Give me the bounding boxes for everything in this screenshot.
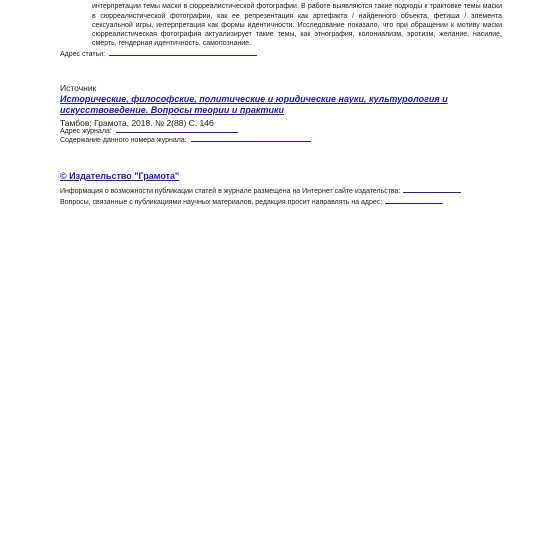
article-address-label: Адрес статьи:: [60, 51, 106, 58]
journal-address-link[interactable]: [116, 125, 238, 133]
questions-text: Вопросы, связанные с публикациями научных материалов, редакция просит направлять на адрес:: [60, 199, 383, 206]
editorial-email-link[interactable]: [385, 196, 443, 204]
article-address-row: [60, 48, 257, 59]
publication-info: Тамбов: Грамота, 2018. № 2(88) C. 146: [60, 118, 214, 128]
questions-row: [60, 196, 500, 207]
source-heading: Источник: [60, 83, 97, 93]
issue-contents-label: Содержание данного номера журнала:: [60, 137, 187, 144]
abstract-text: интерпретации темы маски в сюрреалистической фотографии. В работе выявляются такие подходы к трактовке темы маски в сюрреалистической фотографии, как ее репрезентация как артефакта / найденного объекта, фетиша / элемента сексуальной игры, интерпретация как формы идентичности. Исследование показало, что при обращении к мотиву маски сюрреалистическая фотография актуализирует такие темы, как этнография, колониализм, эротизм, желание, насилие, смерть, гендерная идентичность, самопознание.: [92, 3, 502, 48]
publisher-website-link[interactable]: [403, 185, 461, 193]
article-address-link[interactable]: [109, 48, 257, 56]
journal-title-link[interactable]: Исторические, философские, политические и юридические науки, культурология и искусствоведение. Вопросы теории и практики: [60, 94, 448, 115]
issue-contents-link[interactable]: [191, 134, 311, 142]
source-section: [60, 83, 480, 128]
footer-section: [60, 166, 500, 207]
publisher-link[interactable]: © Издательство "Грамота": [60, 171, 180, 181]
issue-contents-row: [60, 134, 311, 145]
publication-info-row: [60, 185, 500, 196]
journal-address-label: Адрес журнала:: [60, 128, 112, 135]
publication-info-text: Информация о возможности публикации статей в журнале размещена на Интернет сайте издательства:: [60, 188, 401, 195]
